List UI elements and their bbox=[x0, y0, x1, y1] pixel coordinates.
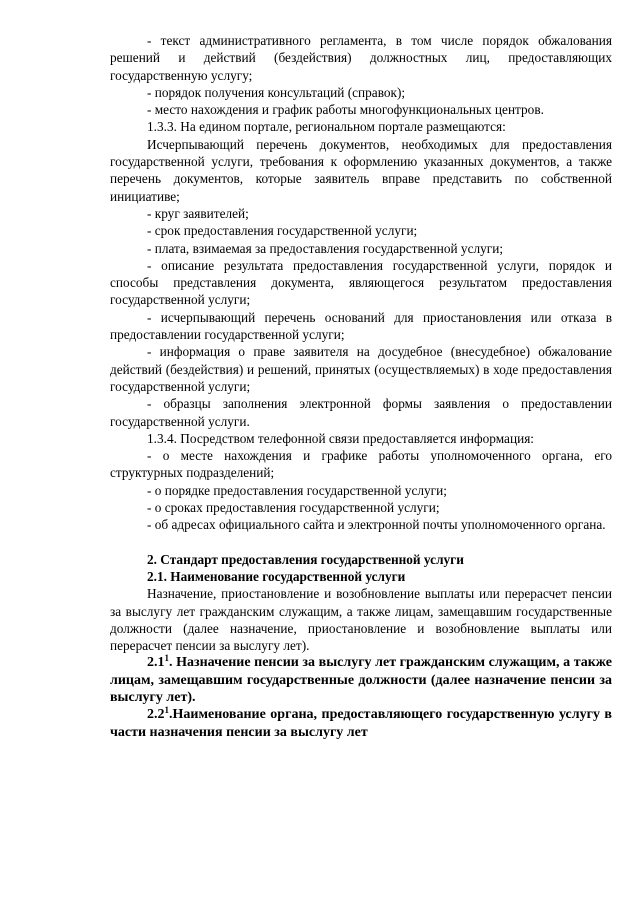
paragraph: - описание результата предоставления государственной услуги, порядок и способы представления документа, являющегося результатом предоставления государственной услуги; bbox=[110, 257, 612, 308]
paragraph: Исчерпывающий перечень документов, необходимых для предоставления государственной услуги, требования к оформлению указанных документов, а также перечень документов, которые заявитель вправе представить по собственной инициативе; bbox=[110, 136, 612, 204]
paragraph: - порядок получения консультаций (справок); bbox=[147, 84, 406, 100]
paragraph: - срок предоставления государственной услуги; bbox=[147, 223, 418, 239]
heading-number: 2.1 bbox=[147, 655, 165, 671]
paragraph: - образцы заполнения электронной формы заявления о предоставлении государственной услуги. bbox=[110, 396, 612, 429]
paragraph: 1.3.4. Посредством телефонной связи предоставляется информация: bbox=[147, 430, 535, 446]
superscript: 1 bbox=[164, 653, 169, 664]
paragraph: - плата, взимаемая за предоставления государственной услуги; bbox=[147, 240, 504, 256]
spacer bbox=[110, 534, 612, 551]
paragraph: - круг заявителей; bbox=[147, 205, 249, 221]
paragraph: - место нахождения и график работы многофункциональных центров. bbox=[147, 102, 544, 118]
paragraph: - исчерпывающий перечень оснований для приостановления или отказа в предоставлении государственной услуги; bbox=[110, 309, 612, 343]
section-heading: 2. Стандарт предоставления государственной услуги bbox=[147, 551, 464, 567]
paragraph: - об адресах официального сайта и электронной почты уполномоченного органа. bbox=[147, 517, 606, 533]
paragraph: - о месте нахождения и графике работы уполномоченного органа, его структурных подразделений; bbox=[110, 448, 612, 481]
section-heading bbox=[110, 706, 612, 741]
section-heading: 2.1. Наименование государственной услуги bbox=[147, 568, 406, 584]
section-heading bbox=[110, 654, 612, 706]
paragraph: - информация о праве заявителя на досудебное (внесудебное) обжалование действий (бездействия) и решений, принятых (осуществляемых) в ходе предоставления государственной услуги; bbox=[110, 344, 612, 394]
paragraph: 1.3.3. На едином портале, региональном портале размещаются: bbox=[147, 119, 506, 135]
paragraph: - текст административного регламента, в том числе порядок обжалования решений и действий (бездействия) должностных лиц, предоставляющих государственную услугу; bbox=[110, 33, 612, 83]
document-body bbox=[110, 32, 612, 741]
heading-text: . Назначение пенсии за выслугу лет гражданским служащим, а также лицам, замещавшим государственные должности (далее назначение пенсии за выслугу лет). bbox=[110, 655, 612, 705]
heading-number: 2.2 bbox=[147, 707, 165, 723]
heading-text: .Наименование органа, предоставляющего государственную услугу в части назначения пенсии за выслугу лет bbox=[110, 707, 612, 740]
paragraph: - о сроках предоставления государственной услуги; bbox=[147, 500, 440, 516]
paragraph: - о порядке предоставления государственной услуги; bbox=[147, 482, 447, 498]
superscript: 1 bbox=[164, 705, 169, 716]
paragraph: Назначение, приостановление и возобновление выплаты или перерасчет пенсии за выслугу лет гражданским служащим, а также лицам, замещавшим государственные должности (далее назначение, приостановление и возобновление выплаты или перерасчет пенсии за выслугу лет). bbox=[110, 586, 612, 654]
